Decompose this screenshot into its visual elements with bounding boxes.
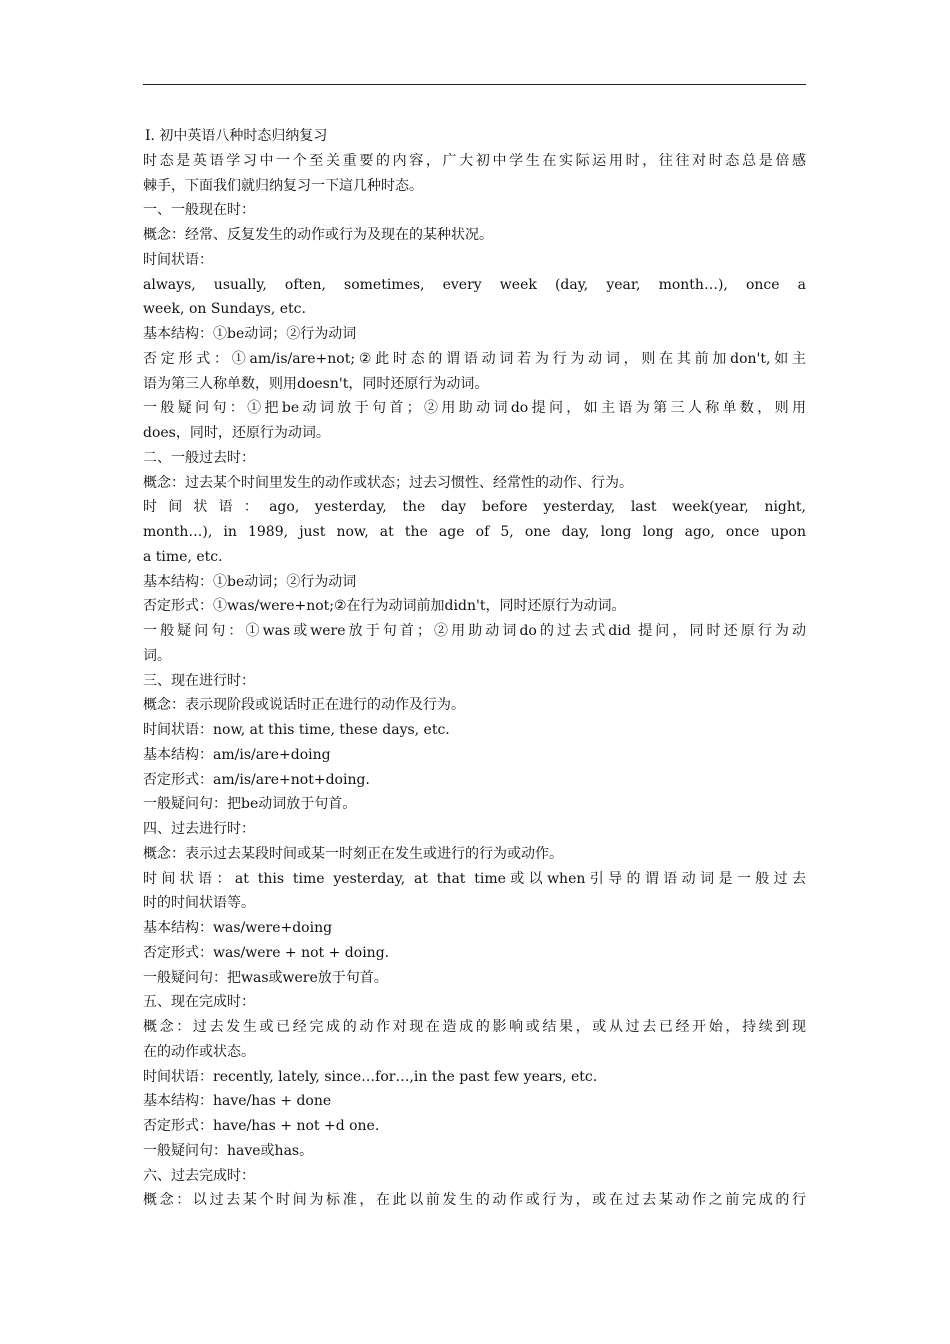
text-line: 概念：以过去某个时间为标准，在此以前发生的动作或行为，或在过去某动作之前完成的行 xyxy=(143,1192,806,1209)
text-line: 概念：表示过去某段时间或某一时刻正在发生或进行的行为或动作。 xyxy=(143,845,563,862)
text-line: 概念：表示现阶段或说话时正在进行的动作及行为。 xyxy=(143,697,465,714)
text-line: month…), in 1989, just now, at the age of 5, one day, long long ago, once upon xyxy=(143,524,806,540)
text-line: 一、一般现在时： xyxy=(143,202,255,219)
text-line: 时态是英语学习中一个至关重要的内容，广大初中学生在实际运用时，往往对时态总是倍感 xyxy=(143,152,806,169)
text-line: 五、现在完成时： xyxy=(143,994,255,1011)
text-line: always, usually, often, sometimes, every week (day, year, month…), once a xyxy=(143,276,806,293)
text-line: 一般疑问句：把was或were放于句首。 xyxy=(143,969,388,986)
text-line: 否定形式：①was/were+not;②在行为动词前加didn't，同时还原行为动词。 xyxy=(143,598,626,615)
text-line: 一般疑问句：have或has。 xyxy=(143,1142,314,1159)
text-line: 否定形式：①am/is/are+not;②此时态的谓语动词若为行为动词，则在其前加don't,如主 xyxy=(143,350,806,367)
document-body xyxy=(143,124,806,1213)
text-line: 否定形式：am/is/are+not+doing. xyxy=(143,771,370,788)
text-line: 在的动作或状态。 xyxy=(143,1043,255,1060)
text-line: 时的时间状语等。 xyxy=(143,895,255,912)
text-line: 基本结构：was/were+doing xyxy=(143,920,333,936)
header-rule xyxy=(143,84,806,85)
text-line: 时间状语：ago, yesterday, the day before yesterday, last week(year, night, xyxy=(143,499,806,516)
text-line: 基本结构：am/is/are+doing xyxy=(143,746,331,763)
text-line: 否定形式：was/were + not + doing. xyxy=(143,944,390,961)
text-line: 一般疑问句：①was或were放于句首；②用助动词do的过去式did 提问，同时还原行为动 xyxy=(143,623,806,639)
text-line: 时间状语：at this time yesterday, at that time或以when引导的谓语动词是一般过去 xyxy=(143,870,806,887)
text-line: 三、现在进行时： xyxy=(143,672,255,689)
text-line: 否定形式：have/has + not +d one. xyxy=(143,1118,380,1134)
text-line: 概念：过去发生或已经完成的动作对现在造成的影响或结果，或从过去已经开始，持续到现 xyxy=(143,1019,806,1035)
text-line: 基本结构：①be动词；②行为动词 xyxy=(143,326,357,342)
text-line: 棘手，下面我们就归纳复习一下這几种时态。 xyxy=(143,177,423,194)
text-line: 概念：过去某个时间里发生的动作或状态；过去习惯性、经常性的动作、行为。 xyxy=(143,474,633,491)
text-line: 基本结构：①be动词；②行为动词 xyxy=(143,573,357,590)
text-line: week, on Sundays, etc. xyxy=(143,301,306,318)
text-line: 语为第三人称单数，则用doesn't，同时还原行为动词。 xyxy=(143,375,489,392)
text-line: 时间状语：now, at this time, these days, etc. xyxy=(143,722,450,738)
text-line: does，同时，还原行为动词。 xyxy=(143,425,330,441)
text-line: 一般疑问句：把be动词放于句首。 xyxy=(143,796,357,813)
text-line: a time, etc. xyxy=(143,548,223,565)
document-title: Ⅰ. 初中英语八种时态归纳复习 xyxy=(145,128,328,144)
text-line: 词。 xyxy=(143,647,171,664)
text-line: 二、一般过去时： xyxy=(143,449,255,466)
text-line: 基本结构：have/has + done xyxy=(143,1093,332,1110)
text-line: 时间状语：recently, lately, since…for…,in the past few years, etc. xyxy=(143,1068,598,1085)
text-line: 一般疑问句：①把be动词放于句首；②用助动词do提问，如主语为第三人称单数，则用 xyxy=(143,400,806,417)
text-line: 概念：经常、反复发生的动作或行为及现在的某种状况。 xyxy=(143,227,493,243)
text-line: 六、过去完成时： xyxy=(143,1167,255,1184)
text-line: 四、过去进行时： xyxy=(143,821,255,837)
text-line: 时间状语： xyxy=(143,251,213,268)
